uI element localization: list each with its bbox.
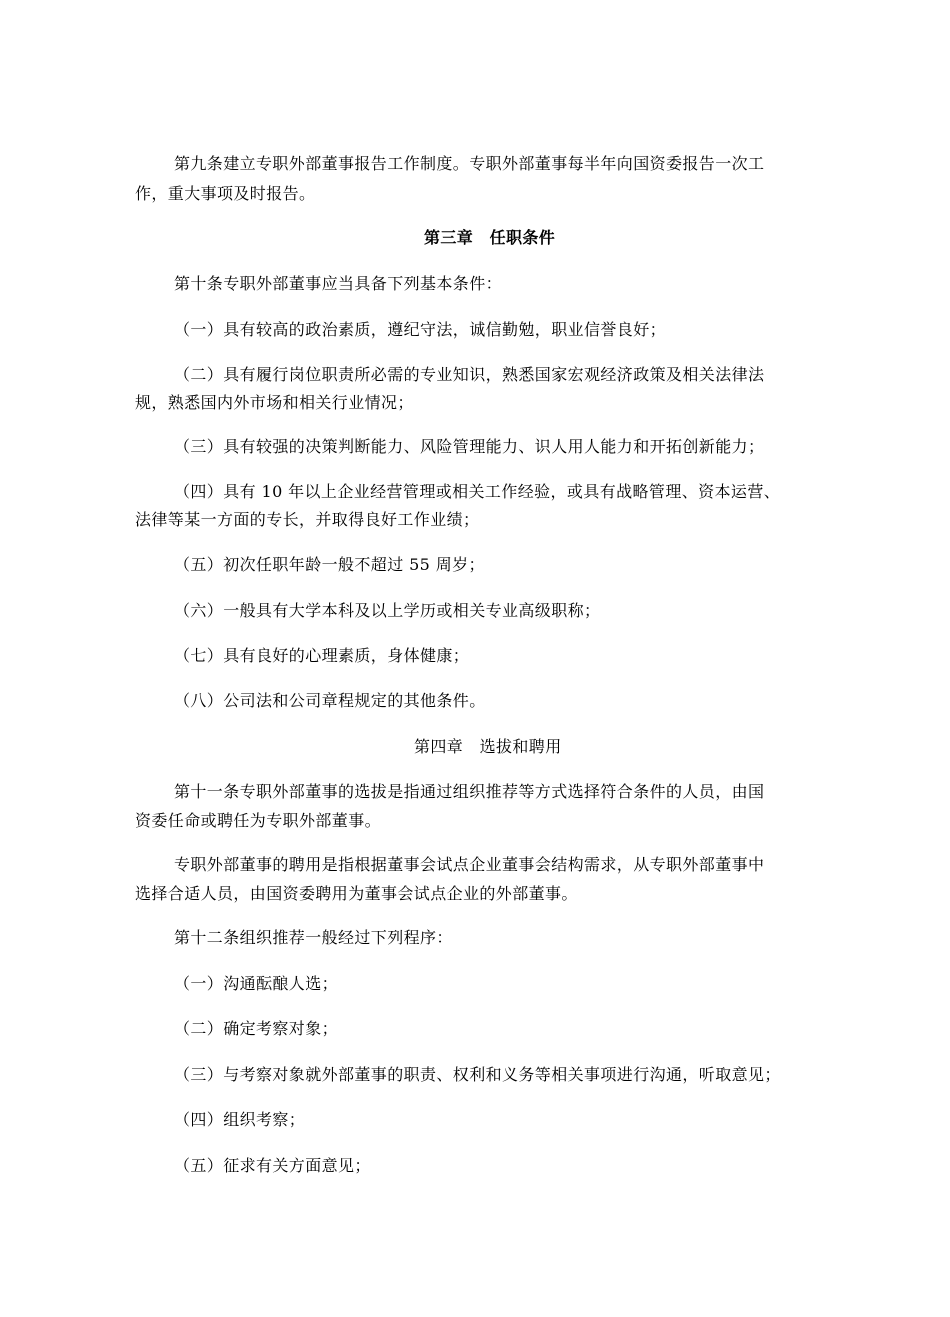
condition-1: （一）具有较高的政治素质，遵纪守法，诚信勤勉，职业信誉良好； [174, 320, 667, 339]
hiring-line-1: 专职外部董事的聘用是指根据董事会试点企业董事会结构需求，从专职外部董事中 [174, 855, 765, 874]
condition-5: （五）初次任职年龄一般不超过 55 周岁； [174, 555, 485, 574]
article-12: 第十二条组织推荐一般经过下列程序： [174, 928, 453, 947]
chapter-4-heading: 第四章 选拔和聘用 [414, 737, 562, 756]
article-11-line-1: 第十一条专职外部董事的选拔是指通过组织推荐等方式选择符合条件的人员，由国 [174, 782, 765, 801]
procedure-3: （三）与考察对象就外部董事的职责、权利和义务等相关事项进行沟通，听取意见； [174, 1065, 781, 1084]
condition-8: （八）公司法和公司章程规定的其他条件。 [174, 691, 486, 710]
condition-7: （七）具有良好的心理素质，身体健康； [174, 646, 470, 665]
chapter-3-heading: 第三章 任职条件 [424, 228, 556, 247]
procedure-5: （五）征求有关方面意见； [174, 1156, 371, 1175]
hiring-line-2: 选择合适人员，由国资委聘用为董事会试点企业的外部董事。 [135, 884, 578, 903]
condition-4-line-2: 法律等某一方面的专长，并取得良好工作业绩； [135, 510, 480, 529]
condition-2-line-1: （二）具有履行岗位职责所必需的专业知识，熟悉国家宏观经济政策及相关法律法 [174, 365, 765, 384]
procedure-4: （四）组织考察； [174, 1110, 306, 1129]
procedure-2: （二）确定考察对象； [174, 1019, 339, 1038]
article-11-line-2: 资委任命或聘任为专职外部董事。 [135, 811, 382, 830]
condition-6: （六）一般具有大学本科及以上学历或相关专业高级职称； [174, 601, 601, 620]
condition-3: （三）具有较强的决策判断能力、风险管理能力、识人用人能力和开拓创新能力； [174, 437, 765, 456]
article-9-line-1: 第九条建立专职外部董事报告工作制度。专职外部董事每半年向国资委报告一次工 [174, 154, 765, 173]
condition-4-line-1: （四）具有 10 年以上企业经营管理或相关工作经验，或具有战略管理、资本运营、 [174, 482, 781, 501]
condition-2-line-2: 规，熟悉国内外市场和相关行业情况； [135, 393, 414, 412]
article-10: 第十条专职外部董事应当具备下列基本条件： [174, 274, 503, 293]
procedure-1: （一）沟通酝酿人选； [174, 974, 339, 993]
article-9-line-2: 作，重大事项及时报告。 [135, 184, 316, 203]
